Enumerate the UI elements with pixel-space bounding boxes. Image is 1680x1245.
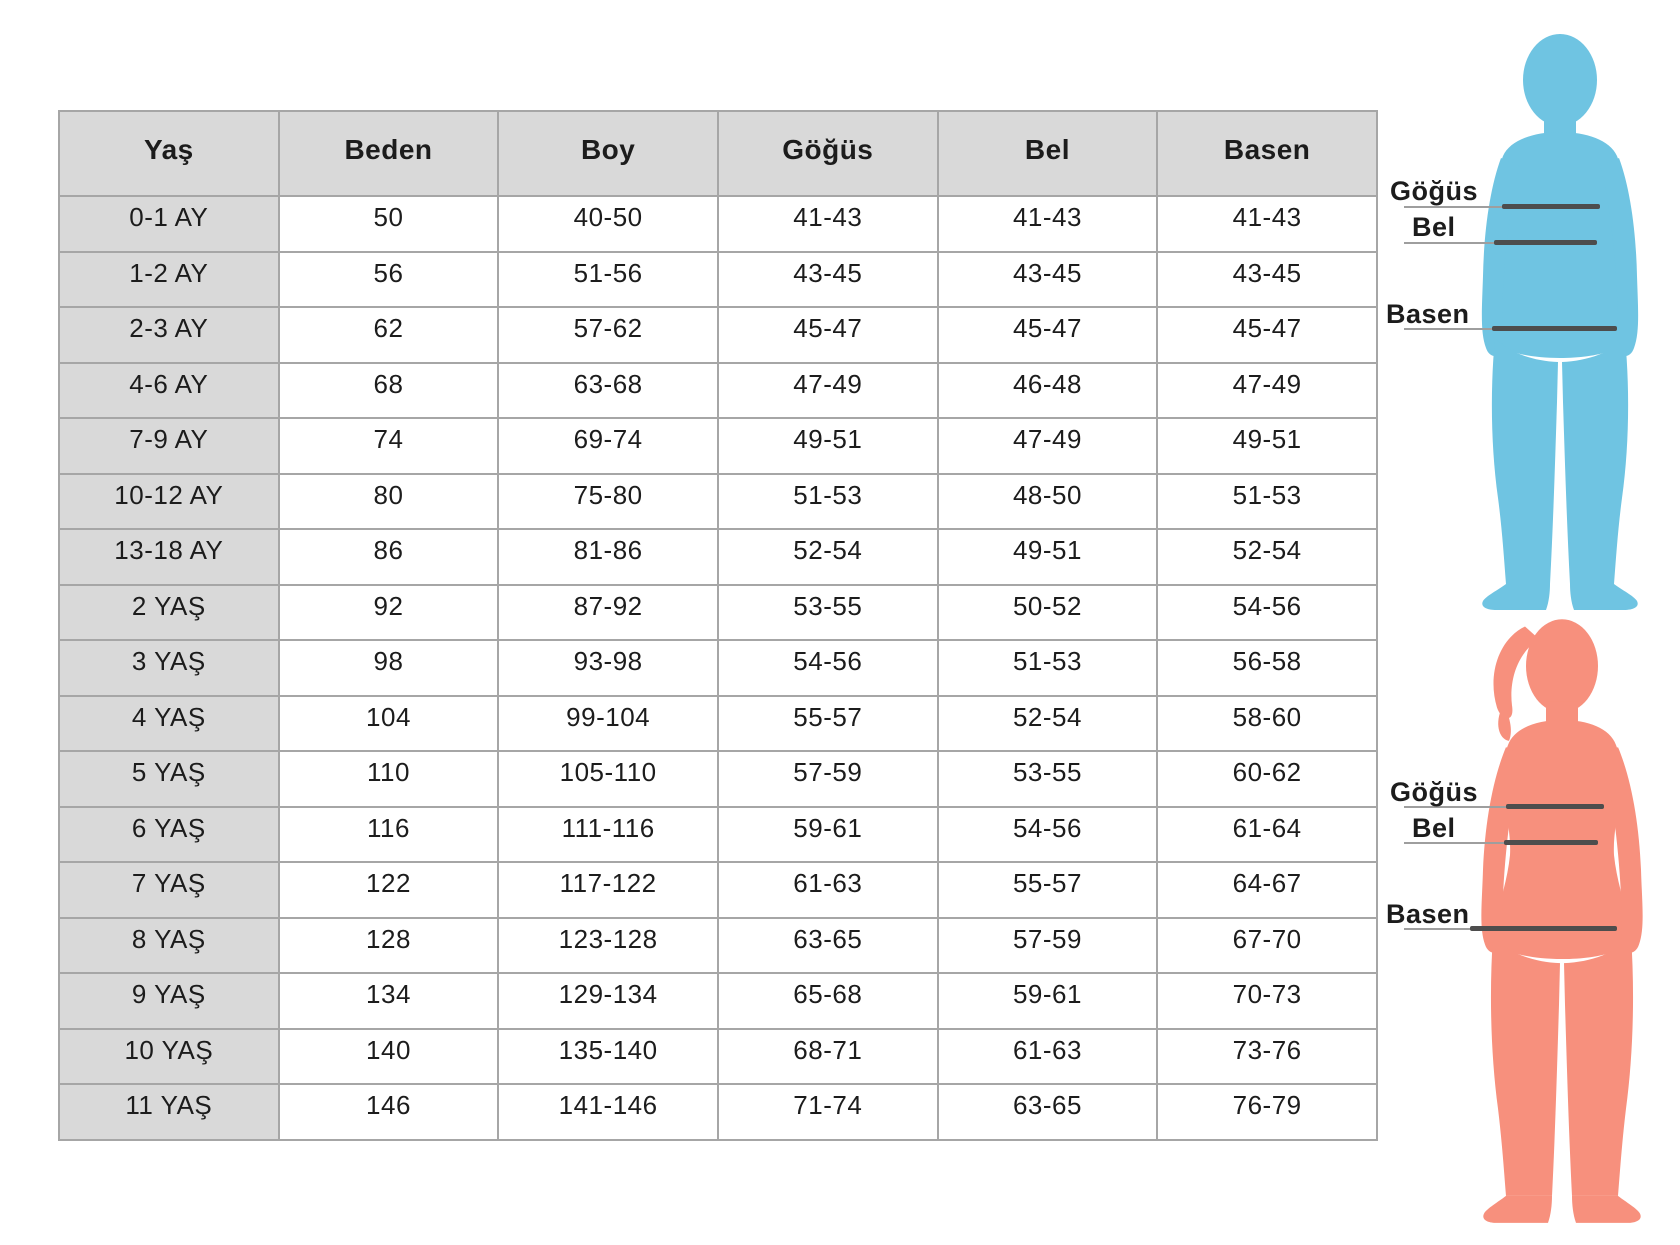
value-cell: 40-50 (498, 196, 718, 252)
value-cell: 68 (279, 363, 499, 419)
girl-chest-measure-line (1506, 804, 1604, 809)
value-cell: 129-134 (498, 973, 718, 1029)
table-row (59, 862, 1377, 918)
value-cell: 70-73 (1157, 973, 1377, 1029)
boy-waist-label: Bel (1412, 212, 1456, 242)
column-header: Yaş (59, 111, 279, 196)
value-cell: 116 (279, 807, 499, 863)
value-cell: 41-43 (718, 196, 938, 252)
value-cell: 51-53 (1157, 474, 1377, 530)
girl-waist-label: Bel (1412, 813, 1456, 843)
value-cell: 56 (279, 252, 499, 308)
table-row (59, 1029, 1377, 1085)
value-cell: 48-50 (938, 474, 1158, 530)
table-row (59, 418, 1377, 474)
value-cell: 45-47 (718, 307, 938, 363)
value-cell: 61-63 (718, 862, 938, 918)
column-header: Göğüs (718, 111, 938, 196)
value-cell: 63-65 (718, 918, 938, 974)
row-label-cell: 1-2 AY (59, 252, 279, 308)
value-cell: 63-65 (938, 1084, 1158, 1140)
girl-hip-measure-line (1470, 926, 1617, 931)
row-label-cell: 10 YAŞ (59, 1029, 279, 1085)
value-cell: 46-48 (938, 363, 1158, 419)
value-cell: 57-59 (718, 751, 938, 807)
row-label-cell: 3 YAŞ (59, 640, 279, 696)
value-cell: 54-56 (1157, 585, 1377, 641)
table-row (59, 807, 1377, 863)
boy-silhouette-icon (1460, 30, 1660, 610)
value-cell: 65-68 (718, 973, 938, 1029)
value-cell: 69-74 (498, 418, 718, 474)
value-cell: 71-74 (718, 1084, 938, 1140)
row-label-cell: 4-6 AY (59, 363, 279, 419)
row-label-cell: 10-12 AY (59, 474, 279, 530)
value-cell: 135-140 (498, 1029, 718, 1085)
column-header: Bel (938, 111, 1158, 196)
boy-hip-label: Basen (1386, 299, 1470, 329)
value-cell: 58-60 (1157, 696, 1377, 752)
value-cell: 67-70 (1157, 918, 1377, 974)
value-cell: 43-45 (938, 252, 1158, 308)
value-cell: 43-45 (718, 252, 938, 308)
value-cell: 43-45 (1157, 252, 1377, 308)
girl-waist-measure-line (1504, 840, 1598, 845)
value-cell: 99-104 (498, 696, 718, 752)
value-cell: 98 (279, 640, 499, 696)
value-cell: 86 (279, 529, 499, 585)
value-cell: 73-76 (1157, 1029, 1377, 1085)
boy-waist-measure-line (1494, 240, 1597, 245)
value-cell: 47-49 (718, 363, 938, 419)
value-cell: 45-47 (938, 307, 1158, 363)
value-cell: 80 (279, 474, 499, 530)
table-row (59, 696, 1377, 752)
row-label-cell: 9 YAŞ (59, 973, 279, 1029)
value-cell: 74 (279, 418, 499, 474)
value-cell: 117-122 (498, 862, 718, 918)
row-label-cell: 11 YAŞ (59, 1084, 279, 1140)
table-body (59, 196, 1377, 1140)
value-cell: 128 (279, 918, 499, 974)
value-cell: 59-61 (938, 973, 1158, 1029)
table-row (59, 918, 1377, 974)
value-cell: 141-146 (498, 1084, 718, 1140)
value-cell: 87-92 (498, 585, 718, 641)
row-label-cell: 13-18 AY (59, 529, 279, 585)
row-label-cell: 4 YAŞ (59, 696, 279, 752)
table-row (59, 529, 1377, 585)
table-row (59, 196, 1377, 252)
table-row (59, 751, 1377, 807)
value-cell: 62 (279, 307, 499, 363)
value-cell: 52-54 (938, 696, 1158, 752)
value-cell: 55-57 (718, 696, 938, 752)
value-cell: 63-68 (498, 363, 718, 419)
girl-body-shape (1481, 619, 1642, 1223)
value-cell: 56-58 (1157, 640, 1377, 696)
value-cell: 50 (279, 196, 499, 252)
row-label-cell: 0-1 AY (59, 196, 279, 252)
row-label-cell: 2-3 AY (59, 307, 279, 363)
table-row (59, 585, 1377, 641)
value-cell: 60-62 (1157, 751, 1377, 807)
table-row (59, 640, 1377, 696)
value-cell: 123-128 (498, 918, 718, 974)
value-cell: 54-56 (718, 640, 938, 696)
value-cell: 41-43 (1157, 196, 1377, 252)
column-header: Boy (498, 111, 718, 196)
value-cell: 52-54 (718, 529, 938, 585)
row-label-cell: 7-9 AY (59, 418, 279, 474)
value-cell: 134 (279, 973, 499, 1029)
row-label-cell: 8 YAŞ (59, 918, 279, 974)
value-cell: 61-64 (1157, 807, 1377, 863)
row-label-cell: 7 YAŞ (59, 862, 279, 918)
value-cell: 76-79 (1157, 1084, 1377, 1140)
value-cell: 47-49 (1157, 363, 1377, 419)
value-cell: 75-80 (498, 474, 718, 530)
row-label-cell: 5 YAŞ (59, 751, 279, 807)
boy-body-shape (1482, 34, 1638, 610)
value-cell: 110 (279, 751, 499, 807)
value-cell: 52-54 (1157, 529, 1377, 585)
value-cell: 93-98 (498, 640, 718, 696)
value-cell: 49-51 (938, 529, 1158, 585)
row-label-cell: 6 YAŞ (59, 807, 279, 863)
table-row (59, 252, 1377, 308)
boy-chest-label: Göğüs (1390, 176, 1478, 206)
value-cell: 104 (279, 696, 499, 752)
value-cell: 81-86 (498, 529, 718, 585)
value-cell: 51-53 (938, 640, 1158, 696)
value-cell: 54-56 (938, 807, 1158, 863)
value-cell: 53-55 (938, 751, 1158, 807)
table-row (59, 363, 1377, 419)
column-header: Basen (1157, 111, 1377, 196)
table-header (59, 111, 1377, 196)
value-cell: 50-52 (938, 585, 1158, 641)
table-row (59, 1084, 1377, 1140)
girl-chest-label: Göğüs (1390, 777, 1478, 807)
value-cell: 57-62 (498, 307, 718, 363)
value-cell: 122 (279, 862, 499, 918)
boy-chest-measure-line (1502, 204, 1600, 209)
value-cell: 49-51 (1157, 418, 1377, 474)
size-chart-table (58, 110, 1378, 1141)
value-cell: 68-71 (718, 1029, 938, 1085)
value-cell: 146 (279, 1084, 499, 1140)
value-cell: 45-47 (1157, 307, 1377, 363)
value-cell: 92 (279, 585, 499, 641)
value-cell: 105-110 (498, 751, 718, 807)
value-cell: 53-55 (718, 585, 938, 641)
value-cell: 41-43 (938, 196, 1158, 252)
value-cell: 51-53 (718, 474, 938, 530)
value-cell: 47-49 (938, 418, 1158, 474)
table-row (59, 307, 1377, 363)
table-header-row (59, 111, 1377, 196)
value-cell: 57-59 (938, 918, 1158, 974)
value-cell: 51-56 (498, 252, 718, 308)
table-row (59, 973, 1377, 1029)
value-cell: 64-67 (1157, 862, 1377, 918)
value-cell: 55-57 (938, 862, 1158, 918)
boy-hip-measure-line (1492, 326, 1617, 331)
table-row (59, 474, 1377, 530)
girl-silhouette-icon (1455, 612, 1665, 1225)
column-header: Beden (279, 111, 499, 196)
value-cell: 49-51 (718, 418, 938, 474)
value-cell: 59-61 (718, 807, 938, 863)
value-cell: 111-116 (498, 807, 718, 863)
girl-hip-label: Basen (1386, 899, 1470, 929)
row-label-cell: 2 YAŞ (59, 585, 279, 641)
value-cell: 140 (279, 1029, 499, 1085)
value-cell: 61-63 (938, 1029, 1158, 1085)
